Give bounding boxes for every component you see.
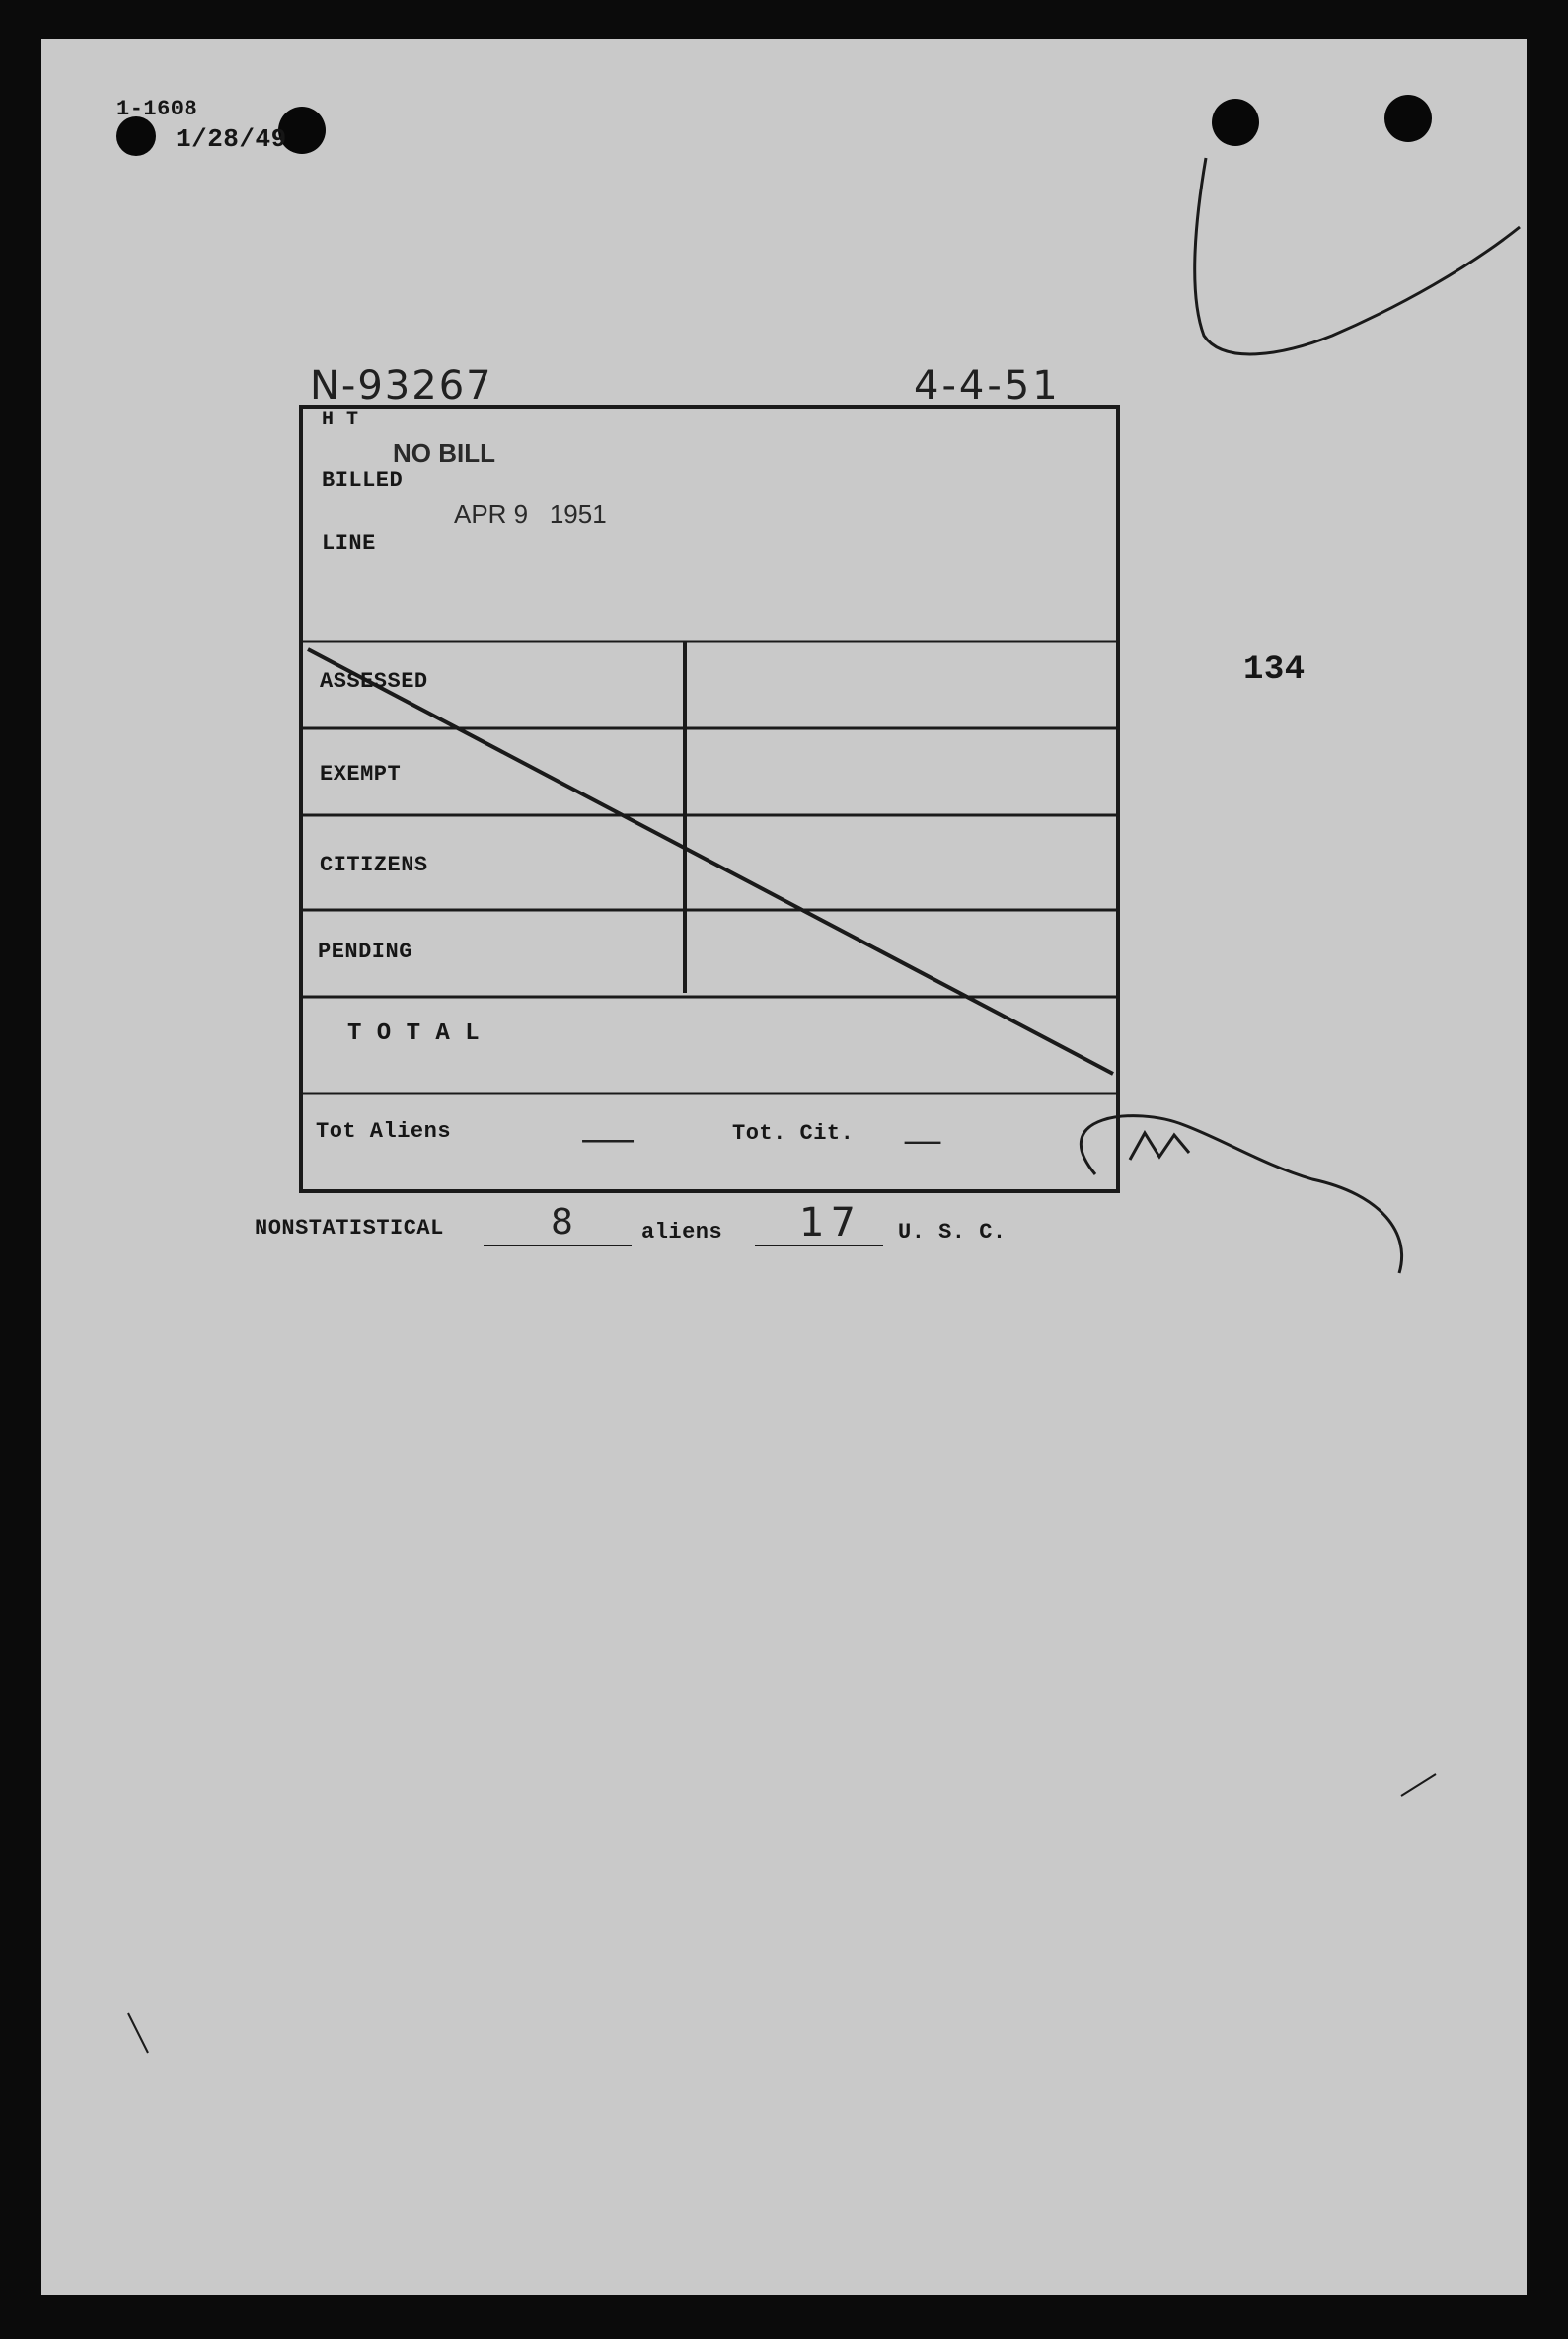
row-label-assessed: ASSESSED xyxy=(320,669,428,694)
nonstatistical-aliens-count: 8 xyxy=(551,1202,573,1243)
margin-number: 134 xyxy=(1243,651,1306,689)
nonstatistical-usc-label: U. S. C. xyxy=(898,1220,1007,1245)
manifest-number: N-93267 xyxy=(310,363,493,409)
file-number: 1-1608 xyxy=(116,97,198,121)
no-bill-stamp: NO BILL xyxy=(393,438,495,468)
file-date: 1/28/49 xyxy=(176,124,287,154)
billed-label: BILLED xyxy=(322,468,404,492)
date-stamp: APR 9 1951 xyxy=(454,499,607,529)
nonstatistical-usc-count: 17 xyxy=(799,1200,861,1245)
row-label-pending: PENDING xyxy=(318,940,412,964)
tot-aliens-value: — xyxy=(579,1119,636,1160)
row-label-citizens: CITIZENS xyxy=(320,853,428,877)
row-ht-label: H T xyxy=(322,409,359,431)
row-label-exempt: EXEMPT xyxy=(320,762,402,787)
tot-aliens-label: Tot Aliens xyxy=(316,1119,452,1144)
total-label: T O T A L xyxy=(347,1020,481,1047)
nonstatistical-aliens-label: aliens xyxy=(641,1220,723,1245)
card-date: 4-4-51 xyxy=(914,363,1061,409)
line-label: LINE xyxy=(322,531,376,556)
tot-cit-label: Tot. Cit. xyxy=(732,1121,855,1146)
nonstatistical-label: NONSTATISTICAL xyxy=(255,1216,444,1241)
tot-cit-value: — xyxy=(902,1121,943,1161)
